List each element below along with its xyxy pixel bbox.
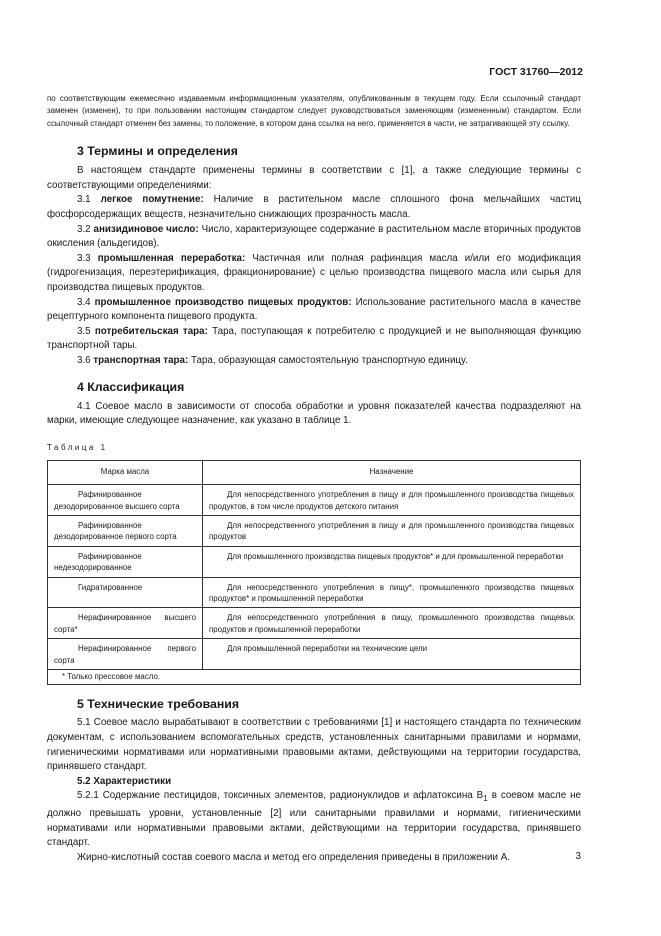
term-3-1: 3.1 легкое помутнение: Наличие в растительном масле сплошного фона мельчайших частиц фосфорсодержащих веществ, незначительно снижающих прозрачность масла. <box>47 194 581 220</box>
paragraph-4-1: 4.1 Соевое масло в зависимости от способа обработки и уровня показателей качества подразделяют на марки, имеющие следующее назначение, как указано в таблице 1. <box>47 400 581 427</box>
section-3-heading: 3 Термины и определения <box>77 144 238 159</box>
table-cell-brand: Рафинированное недезодорированное <box>48 546 203 577</box>
table-row <box>48 639 581 670</box>
table-1 <box>47 460 581 686</box>
term-3-2: 3.2 анизидиновое число: Число, характеризующее содержание в растительном масле вторичных продуктов окисления (альдегидов). <box>47 223 581 250</box>
subsection-5-2-heading: 5.2 Характеристики <box>77 775 172 787</box>
table-row <box>48 515 581 546</box>
table-row <box>48 485 581 516</box>
paragraph-fatty-acid: Жирно-кислотный состав соевого масла и метод его определения приведены в приложении А. <box>77 851 510 863</box>
term-3-3: 3.3 промышленная переработка: Частичная или полная рафинация масла и/или его модификация (гидрогенизация, переэтерификация, фракционирование) с целью производства пищевого масла или сырья для производства пищевых продуктов. <box>47 252 581 293</box>
table-cell-purpose: Для непосредственного употребления в пищу, промышленного производства пищевых продуктов и промышленной переработки <box>203 608 581 639</box>
document-code: ГОСТ 31760—2012 <box>489 66 583 78</box>
section-3-intro: В настоящем стандарте применены термины в соответствии с [1], а также следующие термины с соответствующими определениями: <box>47 165 581 191</box>
table-cell-purpose: Для промышленной переработки на технические цели <box>203 639 581 670</box>
section-4-heading: 4 Классификация <box>77 379 185 394</box>
paragraph-5-1: 5.1 Соевое масло вырабатывают в соответствии с требованиями [1] и настоящего стандарта по техническим документам, с использованием вспомогательных средств, установленных санитарными правилами и нормами, гигиеническими нормативами или нормативными правовыми актами, действующими на территории государства, принявшего стандарт. <box>47 717 581 773</box>
section-5-heading: 5 Технические требования <box>77 697 239 712</box>
table-caption: Таблица 1 <box>47 442 108 452</box>
table-cell-brand: Нерафинированное первого сорта <box>48 639 203 670</box>
table-header-purpose: Назначение <box>203 460 581 484</box>
table-header-row <box>48 460 581 484</box>
table-cell-brand: Гидратированное <box>48 577 203 608</box>
term-3-6: 3.6 транспортная тара: Тара, образующая самостоятельную транспортную единицу. <box>77 354 468 366</box>
table-cell-brand: Нерафинированное высшего сорта* <box>48 608 203 639</box>
table-row <box>48 546 581 577</box>
page-content <box>47 93 581 865</box>
table-footnote-row <box>48 670 581 685</box>
table-cell-purpose: Для непосредственного употребления в пищу и для промышленного производства пищевых продуктов <box>203 515 581 546</box>
term-3-5: 3.5 потребительская тара: Тара, поступающая к потребителю с продукцией и не выполняющая функцию транспортной тары. <box>47 325 581 352</box>
table-cell-brand: Рафинированное дезодорированное первого сорта <box>48 515 203 546</box>
page-number: 3 <box>575 851 581 862</box>
table-footnote: * Только прессовое масло. <box>48 670 581 685</box>
table-cell-brand: Рафинированное дезодорированное высшего сорта <box>48 485 203 516</box>
term-3-4: 3.4 промышленное производство пищевых продуктов: Использование растительного масла в качестве рецептурного компонента пищевого продукта. <box>47 296 581 323</box>
intro-paragraph: по соответствующим ежемесячно издаваемым информационным указателям, опубликованным в текущем году. Если ссылочный стандарт заменен (изменен), то при пользовании настоящим стандартом следует руководствоваться заменяющим (измененным) стандартом. Если ссылочный стандарт отменен без замены, то положение, в котором дана ссылка на него, применяется в части, не затрагивающей эту ссылку. <box>47 94 581 128</box>
table-row <box>48 577 581 608</box>
table-row <box>48 608 581 639</box>
table-header-brand: Марка масла <box>48 460 203 484</box>
paragraph-5-2-1: 5.2.1 Содержание пестицидов, токсичных элементов, радионуклидов и афлатоксина $B_1$ в соевом масле не должно превышать уровни, установленные [2] или санитарными правилами и нормами, гигиеническими нормативами или нормативными правовыми актами, действующими на территории государства, принявшего стандарт. <box>47 790 582 849</box>
table-cell-purpose: Для непосредственного употребления в пищу*, промышленного производства пищевых продуктов* и промышленной переработки <box>203 577 581 608</box>
table-cell-purpose: Для промышленного производства пищевых продуктов* и для промышленной переработки <box>203 546 581 577</box>
table-cell-purpose: Для непосредственного употребления в пищу и для промышленного производства пищевых продуктов, в том числе продуктов детского питания <box>203 485 581 516</box>
